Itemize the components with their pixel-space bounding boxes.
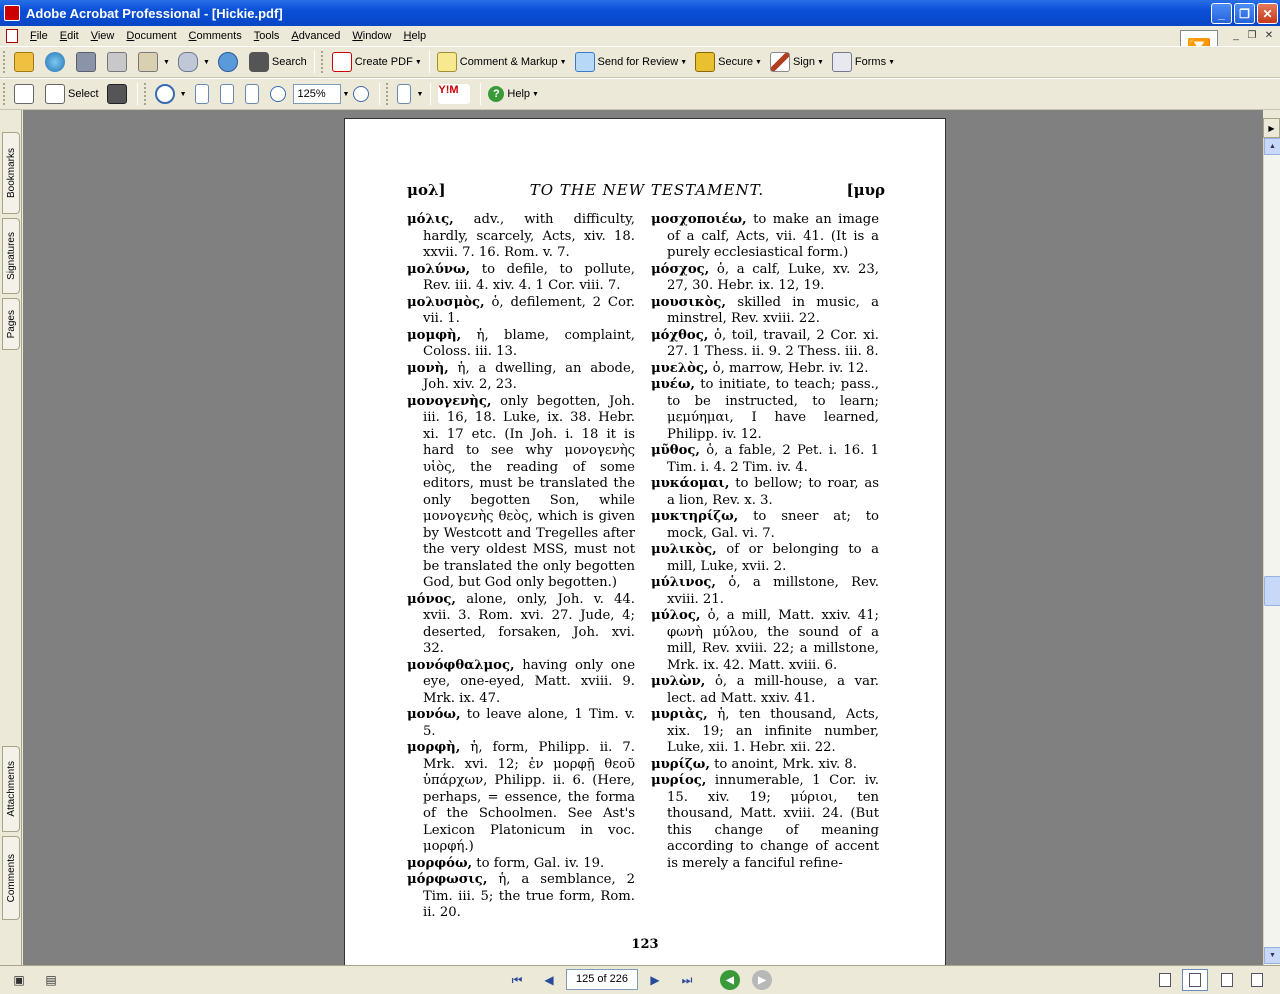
fit-width-icon (245, 84, 259, 104)
print-button[interactable] (104, 50, 133, 74)
entry-headword: μυρίζω, (651, 756, 710, 772)
entry-definition: to bellow; to roar, as a lion, Rev. x. 3. (667, 476, 879, 508)
dictionary-entry (651, 212, 879, 262)
entry-definition: only begotten, Joh. iii. 16, 18. Luke, ix. 38. Hebr. xi. 17 etc. (In Joh. i. 18 it is hard to see why μονογενὴς υἱὸς, the reading of some editors, must be translated the only begotten Son, while μονογενὴς θεὸς, which is given by Westcott and Tregelles after the very oldest MSS, must not be translated the only begotten God, but God only begotten.) (423, 393, 635, 590)
open-folder-icon (14, 52, 34, 72)
toolbar-grip[interactable] (321, 51, 325, 73)
organizer-icon (45, 52, 65, 72)
create-pdf-icon (332, 52, 352, 72)
dictionary-entry (651, 295, 879, 328)
toolbar-grip[interactable] (386, 83, 390, 105)
entry-definition: to defile, to pollute, Rev. iii. 4. xiv. 4. 1 Cor. viii. 7. (423, 261, 635, 293)
rotate-button[interactable] (394, 82, 426, 106)
chevron-down-icon: ▼ (202, 58, 210, 66)
entry-headword: μῦθος, (651, 443, 701, 458)
chevron-down-icon: ▼ (416, 90, 424, 98)
vertical-scrollbar[interactable] (1263, 118, 1280, 965)
fit-width-button[interactable] (242, 82, 265, 106)
entry-definition: to make an image of a calf, Acts, vii. 41. (It is a purely ecclesiastical form.) (667, 212, 879, 260)
page-number-input[interactable]: 125 of 226 (566, 969, 638, 990)
entry-definition: ὁ, a mill-house, a var. lect. ad Matt. xxiv. 41. (667, 674, 879, 706)
file-toolbar (0, 46, 1280, 78)
chevron-down-icon: ▼ (680, 58, 688, 66)
sign-label: Sign (792, 56, 815, 68)
secure-button[interactable] (692, 50, 765, 74)
create-pdf-label: Create PDF (354, 56, 413, 68)
menu-edit[interactable]: Edit (59, 30, 79, 42)
email-button[interactable] (215, 50, 244, 74)
entry-headword: μύλος, (651, 608, 701, 623)
zoom-out-button[interactable] (267, 82, 292, 106)
entry-definition: to initiate, to teach; pass., to be instructed, to learn; μεμύημαι, I have learned, Philipp. iv. 12. (667, 377, 879, 442)
dictionary-entry (651, 328, 879, 361)
toolbar-grip[interactable] (3, 83, 7, 105)
menu-window[interactable]: Window (352, 30, 392, 42)
show-hide-pane-button[interactable]: ▶ (1263, 118, 1280, 138)
hand-icon (14, 84, 34, 104)
entry-headword: μολυσμὸς, (407, 294, 485, 310)
entry-definition: having only one eye, one-eyed, Matt. xviii. 9. Mrk. ix. 47. (423, 657, 635, 706)
organizer-button[interactable] (42, 50, 71, 74)
entry-headword: μόλις, (407, 212, 454, 227)
dictionary-entry (651, 575, 879, 608)
chevron-down-icon: ▼ (559, 58, 567, 66)
entry-headword: μυκτηρίζω, (651, 509, 739, 524)
scroll-thumb[interactable] (1264, 576, 1280, 606)
tab-attachments[interactable]: Attachments (2, 746, 20, 832)
yahoo-messenger-icon: Y!M (438, 84, 470, 104)
separator (379, 83, 380, 105)
entry-definition: ἡ, blame, complaint, Coloss. iii. 13. (423, 327, 635, 359)
scroll-down-button[interactable]: ▼ (1264, 947, 1280, 964)
menu-advanced[interactable]: Advanced (291, 30, 341, 42)
entry-headword: μυριὰς, (651, 707, 708, 722)
text-cursor-icon (45, 84, 65, 104)
dictionary-entry (407, 361, 635, 394)
separator (480, 83, 481, 105)
help-label: Help (507, 88, 531, 100)
dictionary-entry (651, 773, 879, 872)
dictionary-entry (407, 592, 635, 658)
select-label: Select (68, 88, 99, 100)
dictionary-entry (651, 262, 879, 295)
entry-headword: μυλὼν, (651, 674, 706, 689)
open-button[interactable] (11, 50, 40, 74)
entry-definition: ὁ, toil, travail, 2 Cor. xi. 27. 1 Thess. ii. 9. 2 Thess. iii. 8. (667, 327, 879, 359)
help-button[interactable] (485, 82, 542, 106)
next-view-button[interactable]: ▶ (752, 970, 772, 990)
comment-icon (437, 52, 457, 72)
entry-headword: μυρίος, (651, 773, 707, 788)
dictionary-entry (651, 443, 879, 476)
previous-view-button[interactable]: ◀ (720, 970, 740, 990)
entry-definition: ἡ, a semblance, 2 Tim. iii. 5; the true form, Rom. ii. 20. (423, 872, 635, 920)
dictionary-entry (407, 262, 635, 295)
zoom-input[interactable] (293, 84, 341, 104)
chevron-down-icon: ▼ (532, 90, 539, 98)
create-pdf-button[interactable] (329, 50, 425, 74)
entry-definition: ὁ, defilement, 2 Cor. vii. 1. (423, 294, 635, 326)
entry-headword: μορφὴ, (407, 740, 461, 755)
entry-definition: ὁ, marrow, Hebr. iv. 12. (708, 360, 869, 376)
dictionary-entry (407, 295, 635, 328)
document-status-icon[interactable]: ▣ (13, 973, 25, 987)
fit-page-button[interactable] (217, 82, 240, 106)
doc-restore-button[interactable]: ❐ (1247, 29, 1257, 41)
select-tool-button[interactable] (42, 82, 102, 106)
zoom-out-icon (270, 86, 286, 102)
search-button[interactable] (246, 50, 310, 74)
send-review-icon (575, 52, 595, 72)
document-icon (6, 29, 18, 43)
chevron-down-icon: ▼ (888, 58, 896, 66)
dictionary-entry (407, 872, 635, 922)
entry-headword: μουσικὸς, (651, 294, 727, 310)
tray-button[interactable] (135, 50, 173, 74)
search-label: Search (271, 56, 307, 68)
previous-page-button[interactable]: ◀ (544, 973, 554, 987)
menu-bar (0, 26, 1280, 46)
tab-bookmarks[interactable]: Bookmarks (2, 132, 20, 214)
dictionary-entry (407, 394, 635, 592)
header-left: μολ] (407, 181, 446, 199)
save-disk-icon (76, 52, 96, 72)
tab-signatures[interactable]: Signatures (2, 218, 20, 294)
binoculars-icon (249, 52, 269, 72)
continuous-view-button[interactable] (1182, 969, 1208, 991)
entry-headword: μυελὸς, (651, 360, 709, 376)
right-text-column (651, 212, 879, 872)
send-review-label: Send for Review (597, 56, 679, 68)
separator (314, 51, 315, 73)
dictionary-entry (651, 674, 879, 707)
rotate-page-icon (397, 84, 411, 104)
email-icon (218, 52, 238, 72)
dictionary-entry (407, 658, 635, 708)
continuous-facing-icon (1251, 973, 1263, 987)
menu-tools[interactable]: Tools (253, 30, 280, 42)
entry-headword: μολύνω, (407, 261, 471, 277)
dictionary-entry (651, 509, 879, 542)
menu-document[interactable]: Document (126, 30, 177, 42)
zoom-dropdown-chevron-icon[interactable]: ▼ (342, 90, 350, 98)
entry-headword: μύλινος, (651, 575, 716, 590)
separator (430, 83, 431, 105)
chevron-down-icon: ▼ (816, 58, 824, 66)
continuous-facing-view-button[interactable] (1244, 969, 1270, 991)
minimize-button[interactable]: _ (1211, 3, 1232, 24)
page-running-header (407, 181, 885, 201)
entry-headword: μυέω, (651, 377, 695, 392)
zoom-tool-button[interactable] (152, 82, 190, 106)
entry-definition: ἡ, ten thousand, Acts, xix. 19; an infinite number, Luke, xii. 1. Hebr. xii. 22. (667, 707, 879, 755)
help-icon: ? (488, 86, 504, 102)
tab-comments[interactable]: Comments (2, 836, 20, 920)
window-title: Adobe Acrobat Professional - [Hickie.pdf] (26, 5, 283, 21)
dictionary-entry (651, 542, 879, 575)
single-page-icon (1159, 973, 1171, 987)
dictionary-entry (651, 757, 879, 774)
send-for-review-button[interactable] (572, 50, 691, 74)
entry-definition: ὁ, a calf, Luke, xv. 23, 27, 30. Hebr. ix. 12, 19. (667, 261, 879, 293)
doc-close-button[interactable]: ✕ (1264, 29, 1274, 41)
menu-comments[interactable]: Comments (188, 30, 242, 42)
restore-button[interactable]: ❐ (1234, 3, 1255, 24)
acrobat-app-icon (4, 5, 20, 21)
tab-pages[interactable]: Pages (2, 298, 20, 350)
secure-label: Secure (718, 56, 754, 68)
yahoo-messenger-button[interactable] (435, 82, 476, 106)
entry-headword: μόχθος, (651, 327, 709, 343)
forms-label: Forms (854, 56, 887, 68)
actual-size-button[interactable] (192, 82, 215, 106)
separator (137, 83, 138, 105)
dictionary-entry (407, 212, 635, 262)
dictionary-entry (651, 707, 879, 757)
chevron-down-icon: ▼ (179, 90, 187, 98)
menu-view[interactable]: View (90, 30, 115, 42)
hand-tool-button[interactable] (11, 82, 40, 106)
entry-definition: to form, Gal. iv. 19. (472, 855, 605, 871)
entry-definition: ἡ, form, Philipp. ii. 7. Mrk. xvi. 12; ἐν μορφῇ θεοῦ ὑπάρχων, Philipp. ii. 6. (Here, perhaps, = essence, the forma of the Schoolmen. See Ast's Lexicon Platonicum in voc. μορφή.) (423, 740, 635, 854)
entry-headword: μυλικὸς, (651, 542, 717, 557)
entry-definition: alone, only, Joh. v. 44. xvii. 3. Rom. xvi. 27. Jude, 4; deserted, forsaken, Joh. xvi. 32. (423, 591, 635, 656)
dictionary-entry (407, 740, 635, 856)
entry-definition: ὁ, a millstone, Rev. xviii. 21. (667, 575, 879, 607)
entry-headword: μονὴ, (407, 360, 449, 376)
options-icon[interactable]: ▤ (45, 973, 57, 987)
entry-headword: μόνος, (407, 591, 457, 607)
dictionary-entry (651, 608, 879, 674)
status-bar (0, 965, 1280, 994)
forms-icon (832, 52, 852, 72)
doc-minimize-button[interactable]: _ (1233, 29, 1239, 41)
entry-definition: ὁ, a mill, Matt. xxiv. 41; φωνὴ μύλου, the sound of a mill, Rev. xviii. 22; a millstone, Mrk. ix. 42. Matt. xviii. 6. (667, 608, 879, 673)
dictionary-entry (407, 856, 635, 873)
navigation-pane (0, 110, 22, 965)
navigation-toolbar (0, 78, 1280, 110)
entry-definition: ὁ, a fable, 2 Pet. i. 16. 1 Tim. i. 4. 2 Tim. iv. 4. (667, 443, 879, 475)
title-bar (0, 0, 1280, 26)
document-view[interactable] (23, 110, 1263, 965)
header-right: [μυρ (846, 181, 885, 199)
next-page-button[interactable]: ▶ (650, 973, 660, 987)
entry-headword: μοσχοποιέω, (651, 212, 747, 227)
zoom-in-button[interactable] (350, 82, 375, 106)
menu-help[interactable]: Help (403, 30, 427, 42)
zoom-in-plus-icon (353, 86, 369, 102)
zoom-in-icon (155, 84, 175, 104)
last-page-button[interactable]: ⏭ (681, 972, 693, 987)
pen-icon (770, 52, 790, 72)
entry-definition: to leave alone, 1 Tim. v. 5. (423, 707, 635, 739)
chevron-down-icon: ▼ (163, 58, 170, 66)
entry-headword: μονόφθαλμος, (407, 657, 515, 673)
comment-markup-button[interactable] (434, 50, 570, 74)
separator (429, 51, 430, 73)
dictionary-entry (407, 328, 635, 361)
left-text-column (407, 212, 635, 922)
entry-definition: to sneer at; to mock, Gal. vi. 7. (667, 509, 879, 541)
continuous-page-icon (1189, 973, 1201, 987)
attach-button[interactable] (175, 50, 213, 74)
dictionary-entry (651, 377, 879, 443)
paperclip-icon (178, 52, 198, 72)
scroll-up-button[interactable]: ▲ (1264, 138, 1280, 155)
printer-icon (107, 52, 127, 72)
actual-size-icon (195, 84, 209, 104)
entry-definition: to anoint, Mrk. xiv. 8. (709, 756, 857, 772)
facing-view-button[interactable] (1214, 969, 1240, 991)
save-button[interactable] (73, 50, 102, 74)
page-number: 123 (631, 937, 659, 952)
entry-headword: μόσχος, (651, 261, 710, 277)
entry-definition: skilled in music, a minstrel, Rev. xviii. 22. (667, 294, 879, 326)
entry-definition: adv., with difficulty, hardly, scarcely, Acts, xiv. 18. xxvii. 7. 16. Rom. v. 7. (423, 212, 635, 260)
entry-headword: μυκάομαι, (651, 476, 730, 491)
first-page-button[interactable]: ⏮ (511, 972, 523, 987)
facing-page-icon (1221, 973, 1233, 987)
single-page-view-button[interactable] (1152, 969, 1178, 991)
camera-icon (107, 84, 127, 104)
lock-icon (695, 52, 715, 72)
snapshot-button[interactable] (104, 82, 133, 106)
tray-icon (138, 52, 158, 72)
dictionary-entry (407, 707, 635, 740)
chevron-down-icon: ▼ (755, 58, 762, 66)
entry-definition: innumerable, 1 Cor. iv. 15. xiv. 19; μύριοι, ten thousand, Matt. xviii. 24. (But this change of meaning according to change of accent is merely a fanciful refine- (667, 773, 879, 871)
entry-headword: μομφὴ, (407, 327, 462, 343)
pdf-page (344, 118, 946, 965)
comment-markup-label: Comment & Markup (459, 56, 558, 68)
entry-headword: μονόω, (407, 707, 461, 722)
sign-button[interactable] (767, 50, 827, 74)
header-title: TO THE NEW TESTAMENT. (529, 181, 765, 199)
forms-button[interactable] (829, 50, 898, 74)
entry-definition: of or belonging to a mill, Luke, xvii. 2. (667, 542, 879, 574)
toolbar-grip[interactable] (3, 51, 7, 73)
entry-headword: μονογενὴς, (407, 393, 492, 409)
entry-definition: ἡ, a dwelling, an abode, Joh. xiv. 2, 23. (423, 360, 635, 392)
dictionary-entry (651, 361, 879, 378)
menu-file[interactable]: File (30, 30, 48, 42)
entry-headword: μόρφωσις, (407, 872, 488, 887)
dictionary-entry (651, 476, 879, 509)
toolbar-grip[interactable] (144, 83, 148, 105)
entry-headword: μορφόω, (407, 855, 473, 871)
close-button[interactable]: ✕ (1257, 3, 1278, 24)
fit-page-icon (220, 84, 234, 104)
chevron-down-icon: ▼ (414, 58, 422, 66)
